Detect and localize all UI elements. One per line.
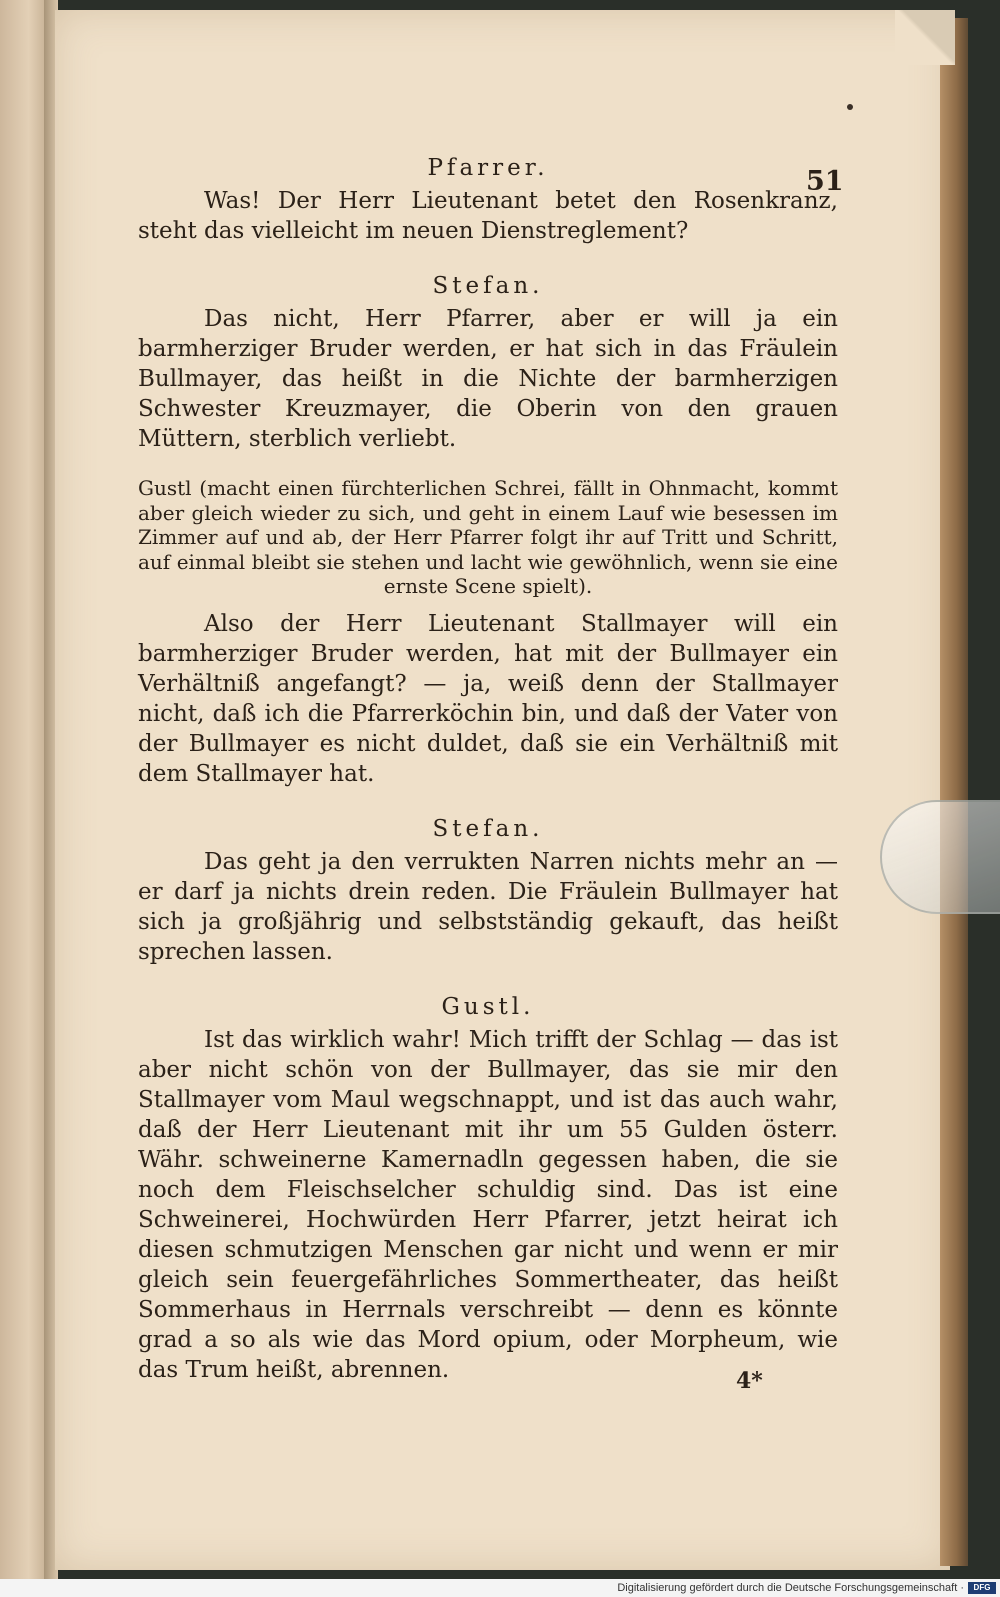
dialogue-paragraph: Ist das wirklich wahr! Mich trifft der Schlag — das ist aber nicht schön von der Bullmayer, das sie mir den Stallmayer vom Maul wegschnappt, und ist das auch wahr, daß der Herr Lieutenant mit ihr um 55 Gulden österr. Währ. schweinerne Kamernadln gegessen haben, die sie noch dem Fleischselcher schuldig sind. Das ist eine Schweinerei, Hochwürden Herr Pfarrer, jetzt heirat ich diesen schmutzigen Menschen gar nicht und wenn er mir gleich sein feuergefährliches Sommertheater, das heißt Sommerhaus in Herrnals verschreibt — denn es könnte grad a so als wie das Mord opium, oder Morpheum, wie das Trum heißt, abrennen. <box>138 1026 838 1383</box>
page-clip <box>880 800 1000 914</box>
footer-bar <box>0 1579 1000 1597</box>
signature-mark: 4* <box>736 1368 763 1394</box>
dialogue-paragraph: Also der Herr Lieutenant Stallmayer will ein barmherziger Bruder werden, hat mit der Bullmayer ein Verhältniß angefangt? — ja, weiß denn der Stallmayer nicht, daß ich die Pfarrerköchin bin, und daß der Vater von der Bullmayer es nicht duldet, daß sie ein Verhältniß mit dem Stallmayer hat. <box>138 610 838 787</box>
page-fore-edge <box>940 18 968 1566</box>
speaker-heading: Stefan. <box>432 815 544 842</box>
footer-credit: Digitalisierung gefördert durch die Deutsche Forschungsgemeinschaft · <box>617 1582 964 1594</box>
page-number: 51 <box>806 166 844 197</box>
folded-corner <box>895 10 955 65</box>
dialogue-paragraph: Das nicht, Herr Pfarrer, aber er will ja ein barmherziger Bruder werden, er hat sich in das Fräulein Bullmayer, das heißt in die Nichte der barmherzigen Schwester Kreuzmayer, die Oberin von den grauen Müttern, sterblich verliebt. <box>138 306 838 452</box>
speaker-heading: Pfarrer. <box>427 155 549 181</box>
ink-dot <box>847 104 853 110</box>
stage-direction: Gustl (macht einen fürchterlichen Schrei, fällt in Ohnmacht, kommt aber gleich wieder zu sich, und geht in einem Lauf wie besessen im Zimmer auf und ab, der Herr Pfarrer folgt ihr auf Tritt und Schritt, auf einmal bleibt sie stehen und lacht wie gewöhnlich, wenn sie eine ernste Scene spielt). <box>138 476 838 598</box>
dialogue-paragraph: Das geht ja den verrukten Narren nichts mehr an — er darf ja nichts drein reden. Die Fräulein Bullmayer hat sich ja großjährig und selbstständig gekauft, das heißt sprechen lassen. <box>138 848 838 965</box>
speaker-heading: Gustl. <box>441 993 535 1020</box>
page-text <box>138 150 838 1407</box>
dfg-logo-icon: DFG <box>968 1582 996 1594</box>
dialogue-paragraph: Was! Der Herr Lieutenant betet den Rosenkranz, steht das vielleicht im neuen Dienstreglement? <box>138 188 838 244</box>
speaker-heading: Stefan. <box>432 273 544 299</box>
